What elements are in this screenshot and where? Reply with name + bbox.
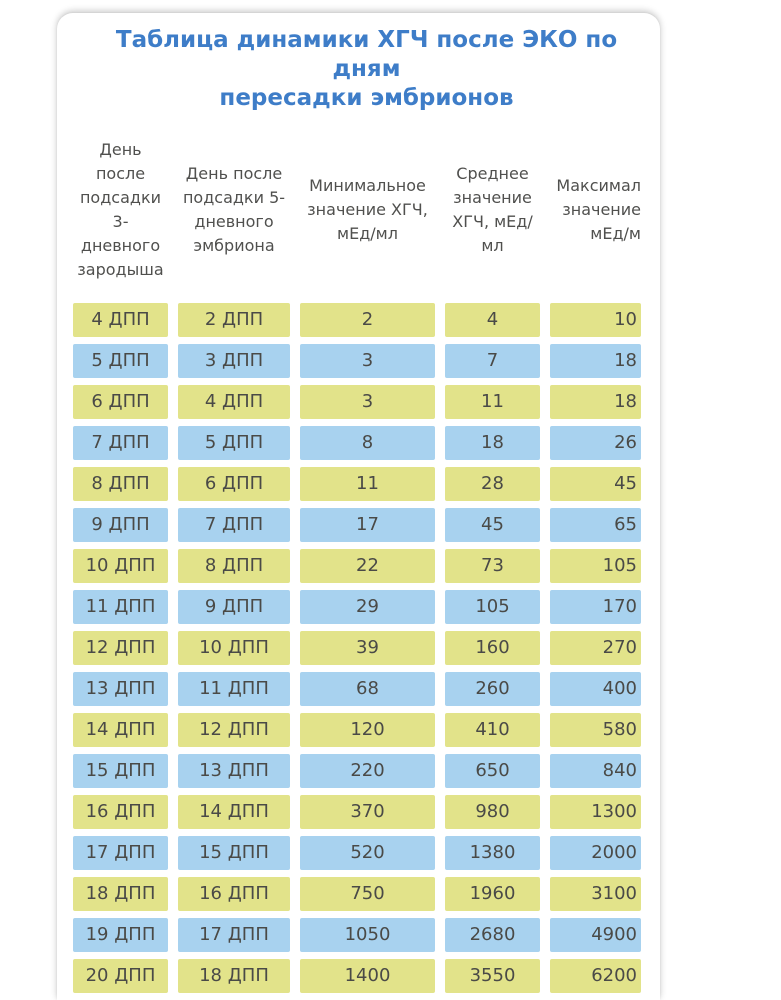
cell-day3: 14 ДПП (73, 713, 168, 747)
cell-min: 3 (300, 385, 435, 419)
cell-min: 220 (300, 754, 435, 788)
cell-day3: 7 ДПП (73, 426, 168, 460)
cell-day3: 11 ДПП (73, 590, 168, 624)
cell-min: 17 (300, 508, 435, 542)
cell-max: 4900 (550, 918, 641, 952)
table-row (73, 508, 644, 542)
cell-day5: 2 ДПП (178, 303, 290, 337)
cell-day3: 12 ДПП (73, 631, 168, 665)
cell-avg: 260 (445, 672, 540, 706)
cell-avg: 105 (445, 590, 540, 624)
header-cell-max-line-1: Максимал (556, 176, 641, 195)
cell-avg: 7 (445, 344, 540, 378)
cell-avg: 28 (445, 467, 540, 501)
cell-min: 1400 (300, 959, 435, 993)
cell-min: 3 (300, 344, 435, 378)
table-row (73, 836, 644, 870)
cell-max: 18 (550, 344, 641, 378)
cell-day5: 14 ДПП (178, 795, 290, 829)
cell-max: 105 (550, 549, 641, 583)
table-row (73, 385, 644, 419)
cell-min: 750 (300, 877, 435, 911)
header-cell-day3: День после подсадки 3-дневного зародыша (77, 140, 164, 279)
table-row (73, 672, 644, 706)
cell-day3: 9 ДПП (73, 508, 168, 542)
cell-day5: 9 ДПП (178, 590, 290, 624)
cell-max: 3100 (550, 877, 641, 911)
cell-min: 1050 (300, 918, 435, 952)
table-row (73, 303, 644, 337)
cell-max: 170 (550, 590, 641, 624)
cell-avg: 410 (445, 713, 540, 747)
cell-day3: 10 ДПП (73, 549, 168, 583)
cell-max: 2000 (550, 836, 641, 870)
cell-avg: 45 (445, 508, 540, 542)
cell-day5: 12 ДПП (178, 713, 290, 747)
cell-max: 26 (550, 426, 641, 460)
cell-min: 2 (300, 303, 435, 337)
cell-day5: 17 ДПП (178, 918, 290, 952)
cell-avg: 980 (445, 795, 540, 829)
cell-day3: 19 ДПП (73, 918, 168, 952)
cell-avg: 3550 (445, 959, 540, 993)
table-row (73, 918, 644, 952)
cell-day3: 6 ДПП (73, 385, 168, 419)
cell-avg: 11 (445, 385, 540, 419)
cell-day5: 8 ДПП (178, 549, 290, 583)
table-row (73, 795, 644, 829)
table-body (73, 303, 660, 993)
cell-min: 8 (300, 426, 435, 460)
cell-avg: 1960 (445, 877, 540, 911)
cell-day3: 4 ДПП (73, 303, 168, 337)
cell-day3: 5 ДПП (73, 344, 168, 378)
cell-min: 11 (300, 467, 435, 501)
table-row (73, 631, 644, 665)
cell-max: 840 (550, 754, 641, 788)
cell-day5: 15 ДПП (178, 836, 290, 870)
header-cell-max-line-2: значение (562, 200, 641, 219)
page-title-line-1: Таблица динамики ХГЧ после ЭКО по дням (115, 27, 618, 82)
cell-day5: 16 ДПП (178, 877, 290, 911)
table-row (73, 426, 644, 460)
cell-avg: 18 (445, 426, 540, 460)
cell-min: 68 (300, 672, 435, 706)
table-row (73, 344, 644, 378)
cell-max: 1300 (550, 795, 641, 829)
cell-day3: 15 ДПП (73, 754, 168, 788)
cell-day3: 17 ДПП (73, 836, 168, 870)
cell-avg: 4 (445, 303, 540, 337)
header-cell-max (550, 174, 641, 246)
cell-avg: 650 (445, 754, 540, 788)
header-cell-min: Минимальное значение ХГЧ, мЕд/мл (307, 176, 428, 243)
cell-day3: 20 ДПП (73, 959, 168, 993)
cell-day5: 18 ДПП (178, 959, 290, 993)
cell-day5: 7 ДПП (178, 508, 290, 542)
page-title (81, 26, 653, 113)
table-header-row (73, 131, 644, 289)
table-row (73, 877, 644, 911)
cell-min: 22 (300, 549, 435, 583)
cell-day3: 16 ДПП (73, 795, 168, 829)
cell-avg: 2680 (445, 918, 540, 952)
cell-min: 520 (300, 836, 435, 870)
content-card (57, 13, 660, 1000)
table-row (73, 467, 644, 501)
cell-day5: 4 ДПП (178, 385, 290, 419)
cell-avg: 73 (445, 549, 540, 583)
table-row (73, 549, 644, 583)
cell-day5: 13 ДПП (178, 754, 290, 788)
page-title-line-2: пересадки эмбрионов (219, 85, 514, 111)
cell-max: 10 (550, 303, 641, 337)
cell-day3: 18 ДПП (73, 877, 168, 911)
cell-day3: 8 ДПП (73, 467, 168, 501)
cell-day5: 11 ДПП (178, 672, 290, 706)
cell-min: 39 (300, 631, 435, 665)
cell-day5: 6 ДПП (178, 467, 290, 501)
cell-min: 370 (300, 795, 435, 829)
cell-max: 580 (550, 713, 641, 747)
cell-min: 120 (300, 713, 435, 747)
header-cell-max-line-3: мЕд/м (590, 224, 641, 243)
cell-min: 29 (300, 590, 435, 624)
cell-max: 6200 (550, 959, 641, 993)
header-cell-avg: Среднее значение ХГЧ, мЕд/мл (452, 164, 533, 255)
cell-day5: 10 ДПП (178, 631, 290, 665)
cell-day5: 5 ДПП (178, 426, 290, 460)
table-row (73, 713, 644, 747)
cell-avg: 1380 (445, 836, 540, 870)
table-row (73, 590, 644, 624)
cell-avg: 160 (445, 631, 540, 665)
cell-max: 18 (550, 385, 641, 419)
cell-max: 400 (550, 672, 641, 706)
table-row (73, 959, 644, 993)
cell-max: 270 (550, 631, 641, 665)
cell-max: 65 (550, 508, 641, 542)
cell-day5: 3 ДПП (178, 344, 290, 378)
cell-max: 45 (550, 467, 641, 501)
cell-day3: 13 ДПП (73, 672, 168, 706)
table-row (73, 754, 644, 788)
header-cell-day5: День после подсадки 5-дневного эмбриона (182, 164, 286, 255)
